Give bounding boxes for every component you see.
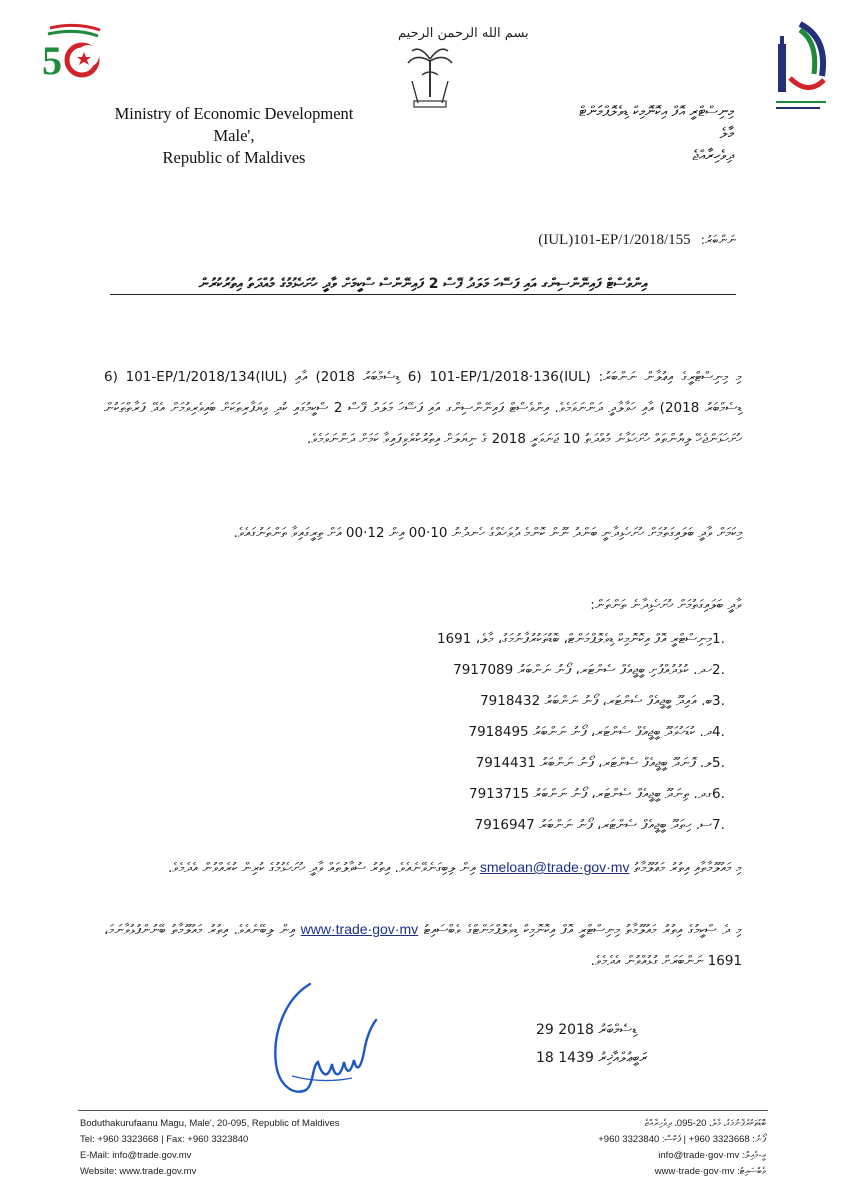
reference-row [538,232,736,249]
ministry-name-en: Ministry of Economic Development [114,104,354,123]
website-suffix: އިން ލިބޭނެއެވެ. އިތުރު މައުލޫމާތު ބޭނުންފުޅުވާނަމަ، 1691 ނަންބަރަށް ގުޅުއްވުން އެދެމެވެ. [104,922,742,969]
date-gregorian: 29 ޑިސެމްބަރު 2018 [536,1022,637,1038]
location-item [94,717,734,748]
reference-number: (IUL)101-EP/1/2018/155 [538,232,691,248]
reference-label: ނަންބަރު: [700,232,736,247]
footer-website-en[interactable]: Website: www.trade.gov.mv [80,1166,197,1177]
email-link[interactable]: smeloan@trade·gov·mv [479,859,630,875]
svg-text:5: 5 [42,38,62,83]
email-prefix: މި މައުލޫމާތާއި އިތުރު މަޢުލޫމާތު [633,860,742,876]
footer-website-dv[interactable]: ވެބްސައިޓު: www·trade·gov·mv [654,1166,766,1177]
footer-divider [78,1110,768,1111]
paragraph-intro: މި މިނިސްޓްރީގެ އިޢުލާން ނަންބަރު: (IUL)101-EP/1/2018·136 (6 ޑިސެމްބަރު 2018) އާއި (IUL)101-EP/1/2018/134 (6 ޑިސެމްބަރު 2018) އާއި ހަވާލާދީ ދަންނަވަމެވެ. އިންވެސްޓް ފައިނޭންސިންގ އައި ފަސޭހަ މަލަދު ފޭސް 2 ސްކީމުގައި ކުދި ވިޔަފާރިތަކަށް ބައިވެރިވުމަށް އެދޭ ފަރާތްތަކުން ހުށަހަޅަންޖެހޭ ލިޔުންތައް ހުށަހަޅާނެ މުއްދަތު 10 ޖަނަވަރީ 2018 ގެ ނިޔަލަށް އިތުރުކުރެވިފައިވާ ކަމަށް ދަންނަވަމެވެ. [104,369,742,447]
anniversary-logo [36,18,110,92]
date-block [536,1016,646,1072]
location-number: 5. [712,755,725,771]
ministry-name-dv: މިނިސްޓްރީ އޮފް އިކޮނޮމިކް ޑިވެލޮޕްމަންޓް [579,104,734,120]
website-prefix: މި ދެ ސްކީމުގެ އިތުރު މައުލޫމާތު މިނިސްޓްރީ އޮފް އިކޮނޮމިކް ޑިވެލޮޕްމަންޓްގެ ވެބްސައިޓު [423,922,742,938]
ministry-logo [770,18,832,116]
paragraph-website [104,914,742,977]
footer-phone-dv: ފޯނު: 3323668 960+ | ފެކްސް: 3323840 960+ [598,1134,766,1145]
location-item [94,779,734,810]
email-suffix: އިން ލިބިގަނެވޭނެއެވެ. އިތުރު ސުވާލުތައް ވާދީ ހުށަހެޅުމުގެ ކުރިން ކުރެއްވުން އެދެމެވެ. [167,860,476,876]
republic-dv: ދިވެހިރާއްޖެ [692,148,734,164]
locations-list [94,624,734,841]
website-link[interactable]: www·trade·gov·mv [300,921,419,937]
footer-email-dv[interactable]: އީ-މެއިލް: info@trade·gov·mv [658,1150,766,1161]
location-number: 7. [712,817,725,833]
location-text: ލ. ފޮނަދޫ ބީޖީއެފް ސެންޓަރ، ފޯނު ނަންބަރު 7914431 [475,755,712,771]
basmala: بسم الله الرحمن الرحيم [398,26,529,41]
footer-en [80,1116,340,1180]
location-item [94,810,734,841]
location-number: 1. [712,631,725,647]
location-number: 3. [712,693,725,709]
location-item [94,655,734,686]
paragraph-locations-heading: ވާދީ ބަލައިގަތުމަށް ހުށަހެޅިދާނެ ތަންތަން: [590,597,742,613]
location-text: ގދ. ތިނަދޫ ބީޖީއެފް ސެންޓަރ، ފޯނު ނަންބަރު 7913715 [469,786,712,802]
date-hijri: 18 ރަބީޢުލްއާޚިރު 1439 [536,1050,648,1066]
footer-phone-en: Tel: +960 3323668 | Fax: +960 3323840 [80,1134,249,1145]
republic-en: Republic of Maldives [162,148,306,167]
city-dv: މާލެ [719,126,734,142]
location-number: 4. [712,724,725,740]
footer-address-en: Boduthakurufaanu Magu, Male', 20-095, Republic of Maldives [80,1118,340,1129]
footer-email-en[interactable]: E-Mail: info@trade.gov.mv [80,1150,192,1161]
city-en: Male', [213,126,255,145]
location-item [94,686,734,717]
location-text: މިނިސްޓްރީ އޮފް އިކޮނޮމިކް ޑިވެލޮޕްމަންޓް، ބޮޑުތަކުރުފާނުމަގު، މާލެ، 1691 [436,631,712,647]
paragraph-hours: މިކަމަށް ވާދީ ބަލައިގަތުމަށް ހުށަހެޅިދާނީ ބަންދު ނޫން ކޮންމެ ދުވަހެއްގެ ހެނދުނު 10·00 އިން 12·00 އަށް ތިރީގައިވާ ތަންތަނުގައެވެ. [233,525,742,541]
location-text: ސ. ހިތަދޫ ބީޖީއެފް ސެންޓަރ، ފޯނު ނަންބަރު 7916947 [474,817,712,833]
location-item [94,748,734,779]
notice-title: އިންވެސްޓް ފައިނޭންސިންގ އައި ފަސޭހަ މަލަދު ފޭސް 2 ފައިނޭންސް ސްކީމަށް ވާދީ ހުށަހެޅުމުގެ މުއްދަތު އިތުރުކުރުން [110,276,736,295]
location-text: ބ. އައިދޫ ބީޖީއެފް ސެންޓަރ، ފޯނު ނަންބަރު 7918432 [480,693,712,709]
paragraph-email [104,852,742,884]
footer-address-dv: ބޮޑުތަކުރުފާނުމަގު، މާލެ، 20-095، ދިވެހިރާއްޖެ [644,1118,766,1129]
signature [252,980,392,1100]
location-number: 2. [712,662,725,678]
location-item [94,624,734,655]
location-text: ދ. ކުޑަހުވަދޫ ބީޖީއެފް ސެންޓަރ، ފޯނު ނަންބަރު 7918495 [468,724,712,740]
location-number: 6. [712,786,725,802]
footer-dv [598,1116,766,1180]
location-text: ހދ. ކުޅުދުއްފުށި ބީޖީއެފް ސެންޓަރ، ފޯނު ނަންބަރު 7917089 [453,662,712,678]
